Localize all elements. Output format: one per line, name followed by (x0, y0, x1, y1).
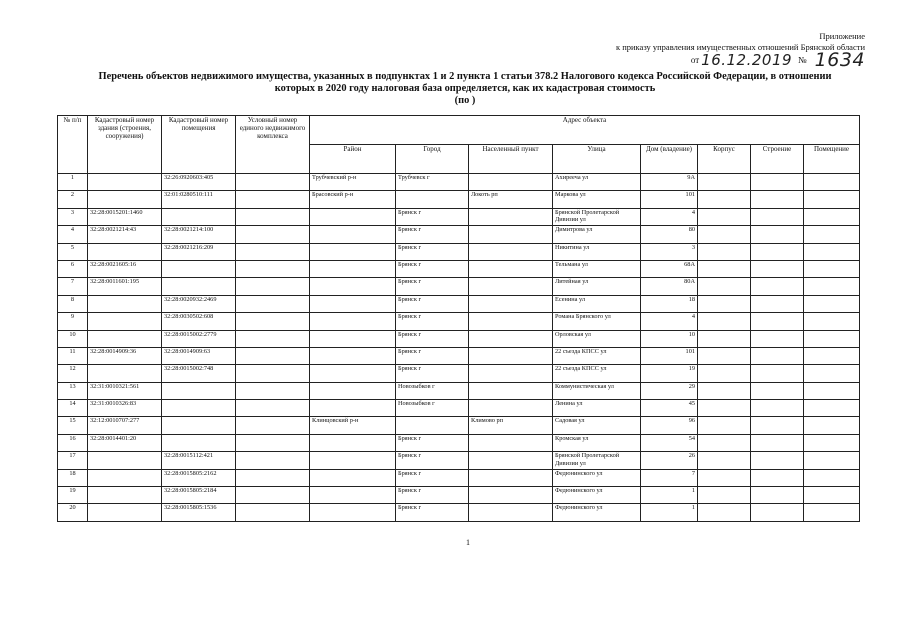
cad-building-cell (88, 365, 162, 382)
city-cell: Брянск г (396, 347, 469, 364)
cad-room-cell: 32:28:0015002:2779 (162, 330, 236, 347)
street-cell: Садовая ул (553, 417, 641, 434)
building-cell (751, 313, 804, 330)
cond-number-cell (236, 452, 310, 469)
cad-room-cell: 32:28:0021214:100 (162, 226, 236, 243)
city-cell: Брянск г (396, 243, 469, 260)
cad-building-cell: 32:28:0011601:195 (88, 278, 162, 295)
cad-room-cell: 32:28:0015002:748 (162, 365, 236, 382)
cad-building-cell (88, 452, 162, 469)
street-cell: Коммунистическая ул (553, 382, 641, 399)
district-cell (310, 295, 396, 312)
settlement-cell (469, 226, 553, 243)
building-cell (751, 434, 804, 451)
building-cell (751, 191, 804, 208)
district-cell (310, 504, 396, 521)
district-cell: Брасовский р-н (310, 191, 396, 208)
city-cell: Брянск г (396, 452, 469, 469)
building-cell (751, 400, 804, 417)
table-row (58, 504, 860, 521)
cad-room-cell (162, 278, 236, 295)
cad-building-cell (88, 243, 162, 260)
street-cell: Димитрова ул (553, 226, 641, 243)
table-row (58, 260, 860, 277)
cond-number-cell (236, 278, 310, 295)
house-cell: 4 (641, 208, 698, 225)
house-cell: 54 (641, 434, 698, 451)
row-number: 4 (58, 226, 88, 243)
header-street: Улица (553, 145, 641, 174)
korpus-cell (698, 487, 751, 504)
row-number: 3 (58, 208, 88, 225)
title-line-3: (по ) (454, 95, 476, 106)
house-cell: 101 (641, 191, 698, 208)
city-cell: Брянск г (396, 487, 469, 504)
appendix-label: Приложение (819, 31, 865, 41)
room-cell (804, 295, 860, 312)
settlement-cell (469, 260, 553, 277)
table-row (58, 330, 860, 347)
row-number: 9 (58, 313, 88, 330)
number-label: № (798, 55, 807, 65)
settlement-cell (469, 382, 553, 399)
city-cell: Брянск г (396, 260, 469, 277)
city-cell: Брянск г (396, 504, 469, 521)
house-cell: 4 (641, 313, 698, 330)
from-label: от (690, 55, 700, 65)
city-cell: Брянск г (396, 295, 469, 312)
building-cell (751, 504, 804, 521)
property-table (57, 115, 860, 522)
settlement-cell: Климово рп (469, 417, 553, 434)
room-cell (804, 313, 860, 330)
building-cell (751, 417, 804, 434)
cad-room-cell: 32:28:0014909:63 (162, 347, 236, 364)
handwritten-number: 1634 (814, 49, 865, 71)
header-num: № п/п (58, 116, 88, 174)
street-cell: Брянской Пролетарской Дивизии ул (553, 208, 641, 225)
table-row (58, 174, 860, 191)
table-row (58, 434, 860, 451)
district-cell (310, 400, 396, 417)
cad-room-cell: 32:28:0015805:2184 (162, 487, 236, 504)
cad-building-cell (88, 295, 162, 312)
table-row (58, 278, 860, 295)
street-cell: Федюнинского ул (553, 504, 641, 521)
street-cell: Ленина ул (553, 400, 641, 417)
row-number: 13 (58, 382, 88, 399)
cad-building-cell (88, 504, 162, 521)
cond-number-cell (236, 382, 310, 399)
settlement-cell (469, 313, 553, 330)
house-cell: 29 (641, 382, 698, 399)
building-cell (751, 452, 804, 469)
district-cell (310, 243, 396, 260)
order-date-number (690, 49, 865, 71)
house-cell: 101 (641, 347, 698, 364)
row-number: 12 (58, 365, 88, 382)
room-cell (804, 174, 860, 191)
cond-number-cell (236, 295, 310, 312)
cond-number-cell (236, 347, 310, 364)
korpus-cell (698, 191, 751, 208)
settlement-cell (469, 174, 553, 191)
house-cell: 10 (641, 330, 698, 347)
cad-room-cell (162, 400, 236, 417)
street-cell: Кромская ул (553, 434, 641, 451)
district-cell (310, 330, 396, 347)
city-cell (396, 417, 469, 434)
cond-number-cell (236, 226, 310, 243)
cad-building-cell (88, 191, 162, 208)
street-cell: Литейная ул (553, 278, 641, 295)
table-row (58, 400, 860, 417)
korpus-cell (698, 174, 751, 191)
house-cell: 18 (641, 295, 698, 312)
district-cell (310, 365, 396, 382)
district-cell (310, 452, 396, 469)
korpus-cell (698, 278, 751, 295)
settlement-cell (469, 347, 553, 364)
cad-room-cell (162, 434, 236, 451)
table-row (58, 487, 860, 504)
cond-number-cell (236, 330, 310, 347)
cad-building-cell (88, 313, 162, 330)
row-number: 8 (58, 295, 88, 312)
row-number: 1 (58, 174, 88, 191)
city-cell: Брянск г (396, 365, 469, 382)
district-cell (310, 469, 396, 486)
cad-building-cell: 32:28:0014401:20 (88, 434, 162, 451)
cad-building-cell: 32:28:0015201:1460 (88, 208, 162, 225)
district-cell (310, 487, 396, 504)
street-cell: Федюнинского ул (553, 469, 641, 486)
korpus-cell (698, 260, 751, 277)
settlement-cell: Локоть рп (469, 191, 553, 208)
cad-room-cell: 32:28:0021216:209 (162, 243, 236, 260)
document-title (55, 71, 875, 107)
room-cell (804, 226, 860, 243)
table-row (58, 191, 860, 208)
house-cell: 9А (641, 174, 698, 191)
settlement-cell (469, 434, 553, 451)
room-cell (804, 191, 860, 208)
title-line-1: Перечень объектов недвижимого имущества, указанных в подпунктах 1 и 2 пункта 1 статьи 378.2 Налогового кодекса Российской Федерации, в отношении (98, 71, 832, 82)
cond-number-cell (236, 174, 310, 191)
building-cell (751, 208, 804, 225)
cond-number-cell (236, 191, 310, 208)
cond-number-cell (236, 365, 310, 382)
korpus-cell (698, 226, 751, 243)
korpus-cell (698, 469, 751, 486)
korpus-cell (698, 400, 751, 417)
building-cell (751, 347, 804, 364)
district-cell (310, 434, 396, 451)
cond-number-cell (236, 400, 310, 417)
cond-number-cell (236, 487, 310, 504)
table-row (58, 347, 860, 364)
street-cell: Никитина ул (553, 243, 641, 260)
table-row (58, 382, 860, 399)
table-row (58, 469, 860, 486)
header-house: Дом (владение) (641, 145, 698, 174)
settlement-cell (469, 295, 553, 312)
table-row (58, 243, 860, 260)
house-cell: 19 (641, 365, 698, 382)
table-row (58, 313, 860, 330)
handwritten-date: 16.12.2019 (701, 51, 793, 69)
row-number: 18 (58, 469, 88, 486)
cad-building-cell (88, 330, 162, 347)
street-cell: Федюнинского ул (553, 487, 641, 504)
building-cell (751, 382, 804, 399)
row-number: 19 (58, 487, 88, 504)
header-korpus: Корпус (698, 145, 751, 174)
table-row (58, 452, 860, 469)
room-cell (804, 452, 860, 469)
row-number: 5 (58, 243, 88, 260)
table-row (58, 208, 860, 225)
street-cell: Ахирееча ул (553, 174, 641, 191)
house-cell: 3 (641, 243, 698, 260)
cond-number-cell (236, 243, 310, 260)
street-cell: Романа Брянского ул (553, 313, 641, 330)
house-cell: 80А (641, 278, 698, 295)
settlement-cell (469, 400, 553, 417)
room-cell (804, 417, 860, 434)
row-number: 10 (58, 330, 88, 347)
city-cell: Новозыбков г (396, 400, 469, 417)
room-cell (804, 347, 860, 364)
header-cad-building: Кадастровый номер здания (строения, сооружения) (88, 116, 162, 174)
cond-number-cell (236, 469, 310, 486)
street-cell: Брянской Пролетарской Дивизии ул (553, 452, 641, 469)
header-cond-number: Условный номер единого недвижимого комплекса (236, 116, 310, 174)
korpus-cell (698, 452, 751, 469)
row-number: 15 (58, 417, 88, 434)
street-cell: Есенина ул (553, 295, 641, 312)
korpus-cell (698, 208, 751, 225)
cond-number-cell (236, 208, 310, 225)
house-cell: 45 (641, 400, 698, 417)
city-cell: Трубчевск г (396, 174, 469, 191)
row-number: 7 (58, 278, 88, 295)
cad-room-cell: 32:28:0015805:1536 (162, 504, 236, 521)
room-cell (804, 330, 860, 347)
room-cell (804, 504, 860, 521)
district-cell (310, 226, 396, 243)
cad-building-cell: 32:28:0021605:16 (88, 260, 162, 277)
city-cell: Брянск г (396, 208, 469, 225)
korpus-cell (698, 417, 751, 434)
city-cell: Брянск г (396, 313, 469, 330)
room-cell (804, 260, 860, 277)
korpus-cell (698, 365, 751, 382)
house-cell: 1 (641, 504, 698, 521)
building-cell (751, 278, 804, 295)
cond-number-cell (236, 504, 310, 521)
settlement-cell (469, 487, 553, 504)
cond-number-cell (236, 260, 310, 277)
room-cell (804, 243, 860, 260)
district-cell (310, 260, 396, 277)
header-address: Адрес объекта (310, 116, 860, 145)
cad-room-cell (162, 208, 236, 225)
room-cell (804, 400, 860, 417)
row-number: 14 (58, 400, 88, 417)
cad-room-cell (162, 382, 236, 399)
row-number: 17 (58, 452, 88, 469)
district-cell: Клинцовский р-н (310, 417, 396, 434)
korpus-cell (698, 243, 751, 260)
table-row (58, 226, 860, 243)
house-cell: 26 (641, 452, 698, 469)
table-row (58, 365, 860, 382)
district-cell: Трубчевский р-н (310, 174, 396, 191)
street-cell: Тельмана ул (553, 260, 641, 277)
korpus-cell (698, 295, 751, 312)
room-cell (804, 434, 860, 451)
street-cell: Маркова ул (553, 191, 641, 208)
city-cell: Брянск г (396, 434, 469, 451)
settlement-cell (469, 208, 553, 225)
cad-room-cell: 32:01:0280510:111 (162, 191, 236, 208)
korpus-cell (698, 434, 751, 451)
cond-number-cell (236, 434, 310, 451)
house-cell: 68А (641, 260, 698, 277)
building-cell (751, 226, 804, 243)
header-cad-room: Кадастровый номер помещения (162, 116, 236, 174)
cad-building-cell: 32:31:0010321:561 (88, 382, 162, 399)
settlement-cell (469, 504, 553, 521)
room-cell (804, 208, 860, 225)
street-cell: 22 съезда КПСС ул (553, 347, 641, 364)
row-number: 20 (58, 504, 88, 521)
korpus-cell (698, 347, 751, 364)
row-number: 16 (58, 434, 88, 451)
building-cell (751, 295, 804, 312)
street-cell: Орловская ул (553, 330, 641, 347)
title-line-2: которых в 2020 году налоговая база определяется, как их кадастровая стоимость (274, 83, 656, 94)
page-number: 1 (466, 538, 470, 547)
cad-building-cell (88, 174, 162, 191)
settlement-cell (469, 278, 553, 295)
settlement-cell (469, 452, 553, 469)
room-cell (804, 469, 860, 486)
settlement-cell (469, 365, 553, 382)
city-cell: Брянск г (396, 226, 469, 243)
korpus-cell (698, 382, 751, 399)
district-cell (310, 208, 396, 225)
building-cell (751, 469, 804, 486)
room-cell (804, 487, 860, 504)
header-settlement: Населенный пункт (469, 145, 553, 174)
row-number: 11 (58, 347, 88, 364)
district-cell (310, 347, 396, 364)
header-room: Помещение (804, 145, 860, 174)
order-reference: к приказу управления имущественных отношений Брянской области (615, 42, 865, 52)
cad-building-cell: 32:12:0010707:277 (88, 417, 162, 434)
header-building: Строение (751, 145, 804, 174)
city-cell: Брянск г (396, 330, 469, 347)
cad-room-cell: 32:26:0920603:405 (162, 174, 236, 191)
room-cell (804, 278, 860, 295)
cad-building-cell (88, 487, 162, 504)
house-cell: 80 (641, 226, 698, 243)
cad-room-cell: 32:28:0020932:2469 (162, 295, 236, 312)
building-cell (751, 174, 804, 191)
cad-building-cell (88, 469, 162, 486)
building-cell (751, 487, 804, 504)
house-cell: 96 (641, 417, 698, 434)
house-cell: 7 (641, 469, 698, 486)
city-cell: Брянск г (396, 278, 469, 295)
header-district: Район (310, 145, 396, 174)
korpus-cell (698, 313, 751, 330)
building-cell (751, 330, 804, 347)
building-cell (751, 260, 804, 277)
cond-number-cell (236, 417, 310, 434)
room-cell (804, 365, 860, 382)
cad-room-cell: 32:28:0015805:2162 (162, 469, 236, 486)
cad-room-cell (162, 417, 236, 434)
cond-number-cell (236, 313, 310, 330)
city-cell (396, 191, 469, 208)
cad-building-cell: 32:28:0014909:36 (88, 347, 162, 364)
house-cell: 1 (641, 487, 698, 504)
table-row (58, 417, 860, 434)
table-row (58, 295, 860, 312)
cad-building-cell: 32:31:0010326:83 (88, 400, 162, 417)
building-cell (751, 365, 804, 382)
header-city: Город (396, 145, 469, 174)
cad-room-cell (162, 260, 236, 277)
korpus-cell (698, 330, 751, 347)
row-number: 6 (58, 260, 88, 277)
cad-room-cell: 32:28:0030502:608 (162, 313, 236, 330)
settlement-cell (469, 243, 553, 260)
city-cell: Новозыбков г (396, 382, 469, 399)
city-cell: Брянск г (396, 469, 469, 486)
district-cell (310, 382, 396, 399)
korpus-cell (698, 504, 751, 521)
district-cell (310, 313, 396, 330)
row-number: 2 (58, 191, 88, 208)
settlement-cell (469, 330, 553, 347)
building-cell (751, 243, 804, 260)
settlement-cell (469, 469, 553, 486)
cad-building-cell: 32:28:0021214:43 (88, 226, 162, 243)
district-cell (310, 278, 396, 295)
street-cell: 22 съезда КПСС ул (553, 365, 641, 382)
room-cell (804, 382, 860, 399)
cad-room-cell: 32:28:0015112:421 (162, 452, 236, 469)
